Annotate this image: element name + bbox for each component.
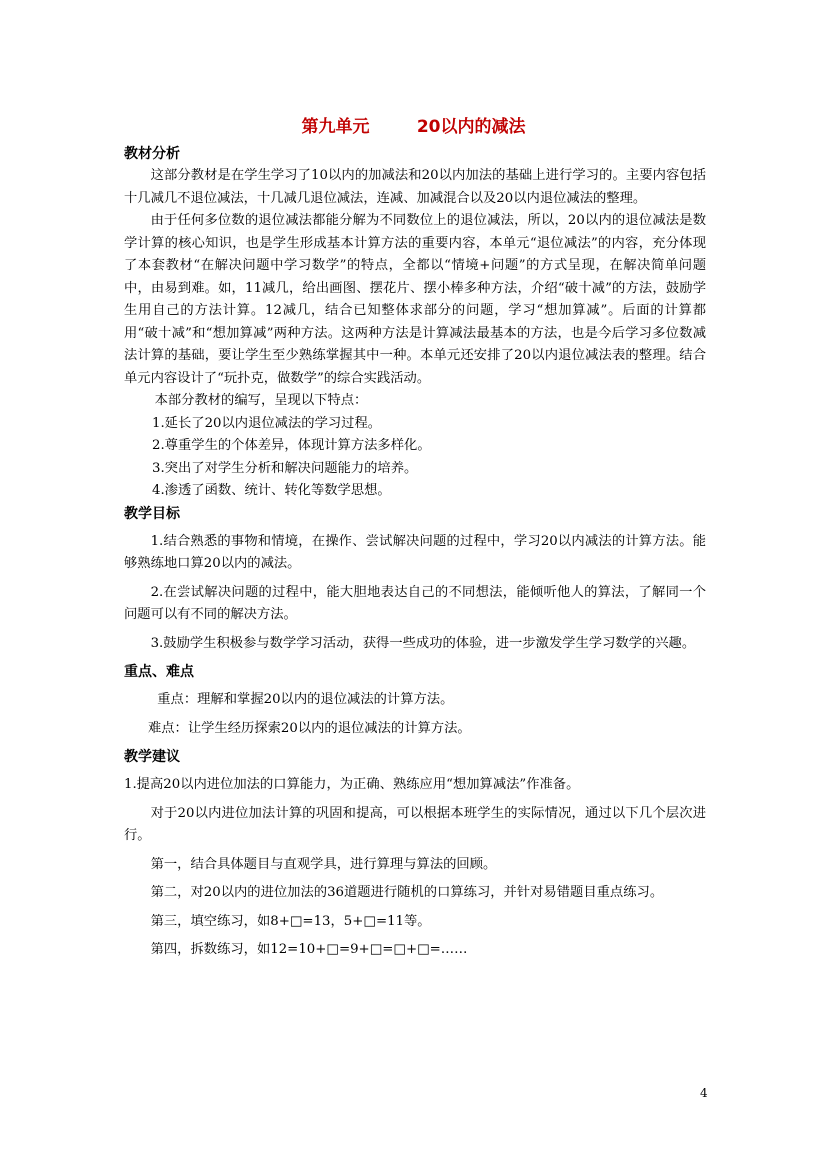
page-title xyxy=(0,112,827,137)
analysis-para-3: 本部分教材的编写，呈现以下特点： xyxy=(154,393,368,408)
difficulty-text: 难点：让学生经历探索20以内的退位减法的计算方法。 xyxy=(147,720,471,736)
heading-key-points: 重点、难点 xyxy=(124,664,194,680)
focus-text: 重点：理解和掌握20以内的退位减法的计算方法。 xyxy=(157,692,454,707)
analysis-para-2: 由于任何多位数的退位减法都能分解为不同数位上的退位减法，所以，20以内的退位减法是数学计算的核心知识，也是学生形成基本计算方法的重要内容，本单元“退位减法”的内容，充分体现了本套教材“在解决问题中学习数学”的特点，全都以“情境+问题”的方式呈现，在解决简单问题中，由易到难。如，11减几，给出画图、摆花片、摆小棒多种方法，介绍“破十减”的方法，鼓励学生用自己的方法计算。12减几，结合已知整体求部分的问题，学习“想加算减”。后面的计算都用“破十减”和“想加算减”两种方法。这两种方法是计算减法最基本的方法，也是今后学习多位数减法计算的基础，要让学生至少熟练掌握其中一种。本单元还安排了20以内退位减法表的整理。结合单元内容设计了“玩扑克，做数学”的综合实践活动。 xyxy=(124,213,706,386)
suggestion-step: 第二，对20以内的进位加法的36道题进行随机的口算练习，并针对易错题目重点练习。 xyxy=(150,885,664,900)
suggestion-step: 第一，结合具体题目与直观学具，进行算理与算法的回顾。 xyxy=(150,856,497,872)
goal-item: 3.鼓励学生积极参与数学学习活动，获得一些成功的体验，进一步激发学生学习数学的兴趣。 xyxy=(150,635,696,651)
suggestion-step: 第四，拆数练习，如12=10+□=9+□=□+□=…… xyxy=(150,942,468,957)
goal-item: 2.在尝试解决问题的过程中，能大胆地表达自己的不同想法，能倾听他人的算法，了解同一个问题可以有不同的解决方法。 xyxy=(124,584,706,622)
heading-suggestions: 教学建议 xyxy=(124,749,180,765)
goal-item: 1.结合熟悉的事物和情境，在操作、尝试解决问题的过程中，学习20以内减法的计算方法。能够熟练地口算20以内的减法。 xyxy=(124,533,706,571)
feature-item: 1.延长了20以内退位减法的学习过程。 xyxy=(152,415,382,431)
heading-analysis: 教材分析 xyxy=(124,146,180,162)
document-body xyxy=(124,143,706,962)
suggestion-para: 对于20以内进位加法计算的巩固和提高，可以根据本班学生的实际情况，通过以下几个层次进行。 xyxy=(124,805,706,843)
suggestion-step: 第三，填空练习，如8+□=13，5+□=11等。 xyxy=(150,913,431,929)
title-unit: 第九单元 xyxy=(301,117,370,137)
analysis-para-1: 这部分教材是在学生学习了10以内的加减法和20以内加法的基础上进行学习的。主要内容包括十几减几不退位减法，十几减几退位减法，连减、加减混合以及20以内退位减法的整理。 xyxy=(124,168,706,206)
suggestion-item-1: 1.提高20以内进位加法的口算能力，为正确、熟练应用“想加算减法”作准备。 xyxy=(124,777,580,792)
feature-item: 2.尊重学生的个体差异，体现计算方法多样化。 xyxy=(152,438,431,453)
page-number: 4 xyxy=(700,1086,708,1100)
feature-item: 4.渗透了函数、统计、转化等数学思想。 xyxy=(152,483,391,498)
feature-item: 3.突出了对学生分析和解决问题能力的培养。 xyxy=(152,460,418,476)
heading-goals: 教学目标 xyxy=(124,505,180,522)
title-topic: 20以内的减法 xyxy=(416,117,526,137)
